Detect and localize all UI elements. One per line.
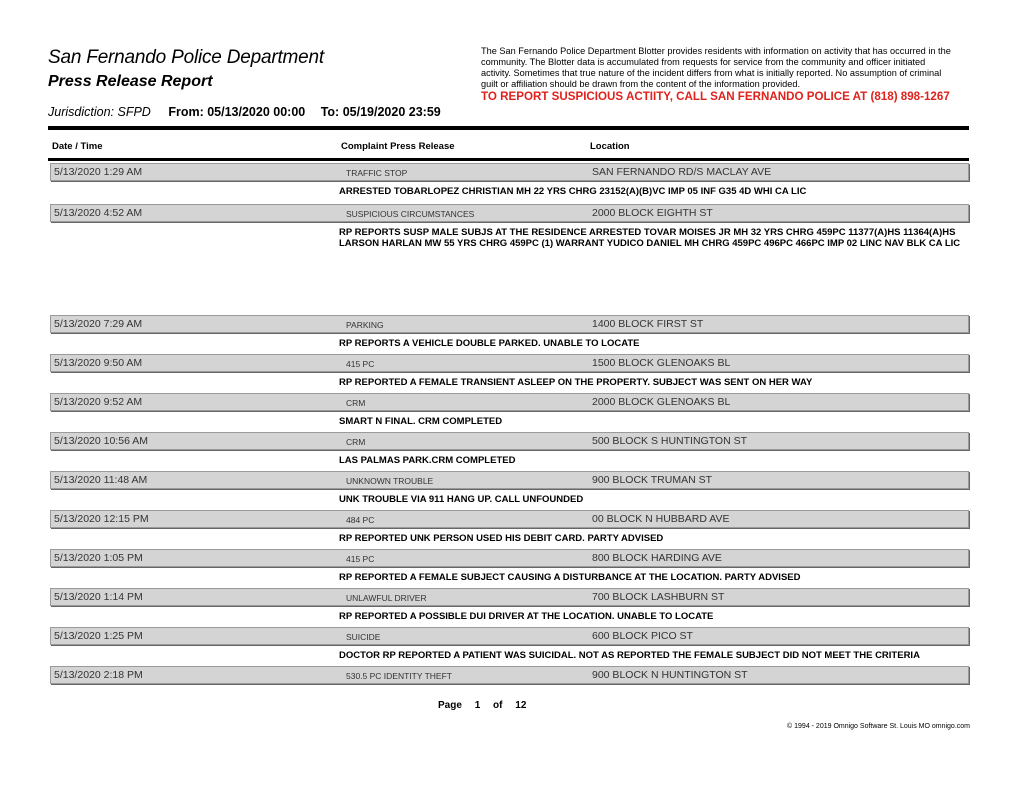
incident-description: RP REPORTS SUSP MALE SUBJS AT THE RESIDENCE ARRESTED TOVAR MOISES JR MH 32 YRS CHRG 459PC 11377(A)HS 11364(A)HS LARSON HARLAN MW 55 YRS CHRG 459PC (1) WARRANT YUDICO DANIEL MH CHRG 459PC 496PC 466PC IMP 02 LINC NAV BLK CA LIC	[339, 227, 961, 249]
incident-description: UNK TROUBLE VIA 911 HANG UP. CALL UNFOUNDED	[339, 494, 584, 505]
incident-datetime: 5/13/2020 9:50 AM	[54, 357, 143, 369]
incident-row	[48, 471, 973, 510]
incident-location: 2000 BLOCK GLENOAKS BL	[592, 396, 731, 408]
disclaimer-block	[481, 46, 951, 103]
incident-type: SUICIDE	[346, 632, 381, 642]
incident-type: 530.5 PC IDENTITY THEFT	[346, 671, 452, 681]
incident-row	[48, 510, 973, 549]
incident-row	[48, 666, 973, 688]
jurisdiction-value: SFPD	[117, 105, 151, 119]
to-label: To:	[320, 105, 340, 119]
incident-type: 484 PC	[346, 515, 375, 525]
page-total: 12	[515, 700, 527, 711]
incident-datetime: 5/13/2020 9:52 AM	[54, 396, 143, 408]
incident-description: ARRESTED TOBARLOPEZ CHRISTIAN MH 22 YRS CHRG 23152(A)(B)VC IMP 05 INF G35 4D WHI CA LIC	[339, 186, 807, 197]
incident-type: PARKING	[346, 320, 384, 330]
column-header-location: Location	[590, 141, 630, 152]
incident-bar	[50, 315, 969, 333]
incident-location: 800 BLOCK HARDING AVE	[592, 552, 722, 564]
incident-description: RP REPORTED A FEMALE TRANSIENT ASLEEP ON THE PROPERTY. SUBJECT WAS SENT ON HER WAY	[339, 377, 813, 388]
incident-datetime: 5/13/2020 1:29 AM	[54, 166, 143, 178]
report-header	[48, 46, 478, 119]
incident-row	[48, 204, 973, 315]
incident-location: 700 BLOCK LASHBURN ST	[592, 591, 725, 603]
incident-row	[48, 315, 973, 354]
incident-description: RP REPORTS A VEHICLE DOUBLE PARKED. UNABLE TO LOCATE	[339, 338, 640, 349]
org-title: San Fernando Police Department	[48, 47, 324, 68]
page-indicator	[438, 700, 536, 711]
incident-datetime: 5/13/2020 4:52 AM	[54, 207, 143, 219]
incident-bar	[50, 204, 969, 222]
page-label: Page	[438, 700, 462, 711]
jurisdiction-label: Jurisdiction:	[48, 105, 114, 119]
incident-description: SMART N FINAL. CRM COMPLETED	[339, 416, 503, 427]
incident-type: 415 PC	[346, 359, 375, 369]
incident-list	[48, 163, 973, 688]
incident-bar	[50, 393, 969, 411]
incident-location: 900 BLOCK N HUNTINGTON ST	[592, 669, 748, 681]
incident-bar	[50, 354, 969, 372]
incident-row	[48, 393, 973, 432]
incident-row	[48, 549, 973, 588]
incident-location: 1400 BLOCK FIRST ST	[592, 318, 704, 330]
header-divider	[48, 126, 969, 130]
incident-datetime: 5/13/2020 12:15 PM	[54, 513, 149, 525]
incident-type: SUSPICIOUS CIRCUMSTANCES	[346, 209, 475, 219]
incident-location: 900 BLOCK TRUMAN ST	[592, 474, 713, 486]
incident-datetime: 5/13/2020 2:18 PM	[54, 669, 143, 681]
incident-description: DOCTOR RP REPORTED A PATIENT WAS SUICIDAL. NOT AS REPORTED THE FEMALE SUBJECT DID NOT MEET THE CRITERIA	[339, 650, 920, 661]
incident-location: 500 BLOCK S HUNTINGTON ST	[592, 435, 748, 447]
incident-location: 2000 BLOCK EIGHTH ST	[592, 207, 713, 219]
incident-bar	[50, 549, 969, 567]
incident-location: 00 BLOCK N HUBBARD AVE	[592, 513, 730, 525]
incident-description: RP REPORTED A POSSIBLE DUI DRIVER AT THE LOCATION. UNABLE TO LOCATE	[339, 611, 714, 622]
incident-datetime: 5/13/2020 1:14 PM	[54, 591, 143, 603]
incident-location: 600 BLOCK PICO ST	[592, 630, 693, 642]
incident-datetime: 5/13/2020 1:25 PM	[54, 630, 143, 642]
incident-bar	[50, 627, 969, 645]
incident-location: SAN FERNANDO RD/S MACLAY AVE	[592, 166, 772, 178]
from-value: 05/13/2020 00:00	[207, 105, 306, 119]
incident-row	[48, 588, 973, 627]
incident-datetime: 5/13/2020 10:56 AM	[54, 435, 148, 447]
jurisdiction-line	[48, 105, 478, 119]
incident-type: UNLAWFUL DRIVER	[346, 593, 427, 603]
report-title: Press Release Report	[48, 73, 213, 90]
incident-bar	[50, 163, 969, 181]
column-header-divider	[48, 158, 969, 161]
incident-type: UNKNOWN TROUBLE	[346, 476, 434, 486]
to-value: 05/19/2020 23:59	[342, 105, 441, 119]
disclaimer-text: The San Fernando Police Department Blotter provides residents with information on activity that has occurred in the community. The Blotter data is accumulated from requests for service from the community and officer initiated activity. Sometimes that true nature of the incident differs from what is initially reported. No assumption of criminal guilt or affiliation should be drawn from the content of the information provided.	[481, 46, 951, 89]
page-number: 1	[474, 700, 481, 711]
incident-row	[48, 627, 973, 666]
incident-bar	[50, 432, 969, 450]
incident-datetime: 5/13/2020 1:05 PM	[54, 552, 143, 564]
incident-bar	[50, 588, 969, 606]
incident-datetime: 5/13/2020 7:29 AM	[54, 318, 143, 330]
incident-type: TRAFFIC STOP	[346, 168, 408, 178]
column-header-complaint: Complaint Press Release	[341, 141, 455, 152]
incident-description: RP REPORTED UNK PERSON USED HIS DEBIT CARD. PARTY ADVISED	[339, 533, 664, 544]
report-hotline: TO REPORT SUSPICIOUS ACTIITY, CALL SAN FERNANDO POLICE AT (818) 898-1267	[481, 90, 950, 103]
incident-location: 1500 BLOCK GLENOAKS BL	[592, 357, 731, 369]
incident-bar	[50, 471, 969, 489]
incident-type: 415 PC	[346, 554, 375, 564]
incident-type: CRM	[346, 398, 366, 408]
incident-description: LAS PALMAS PARK.CRM COMPLETED	[339, 455, 516, 466]
from-label: From:	[168, 105, 204, 119]
incident-row	[48, 163, 973, 204]
incident-row	[48, 354, 973, 393]
column-header-datetime: Date / Time	[52, 141, 103, 152]
copyright-notice: © 1994 - 2019 Omnigo Software St. Louis MO omnigo.com	[787, 723, 970, 730]
incident-datetime: 5/13/2020 11:48 AM	[54, 474, 148, 486]
incident-description: RP REPORTED A FEMALE SUBJECT CAUSING A DISTURBANCE AT THE LOCATION. PARTY ADVISED	[339, 572, 801, 583]
incident-bar	[50, 510, 969, 528]
incident-type: CRM	[346, 437, 366, 447]
page-of-label: of	[493, 700, 503, 711]
incident-bar	[50, 666, 969, 684]
incident-row	[48, 432, 973, 471]
